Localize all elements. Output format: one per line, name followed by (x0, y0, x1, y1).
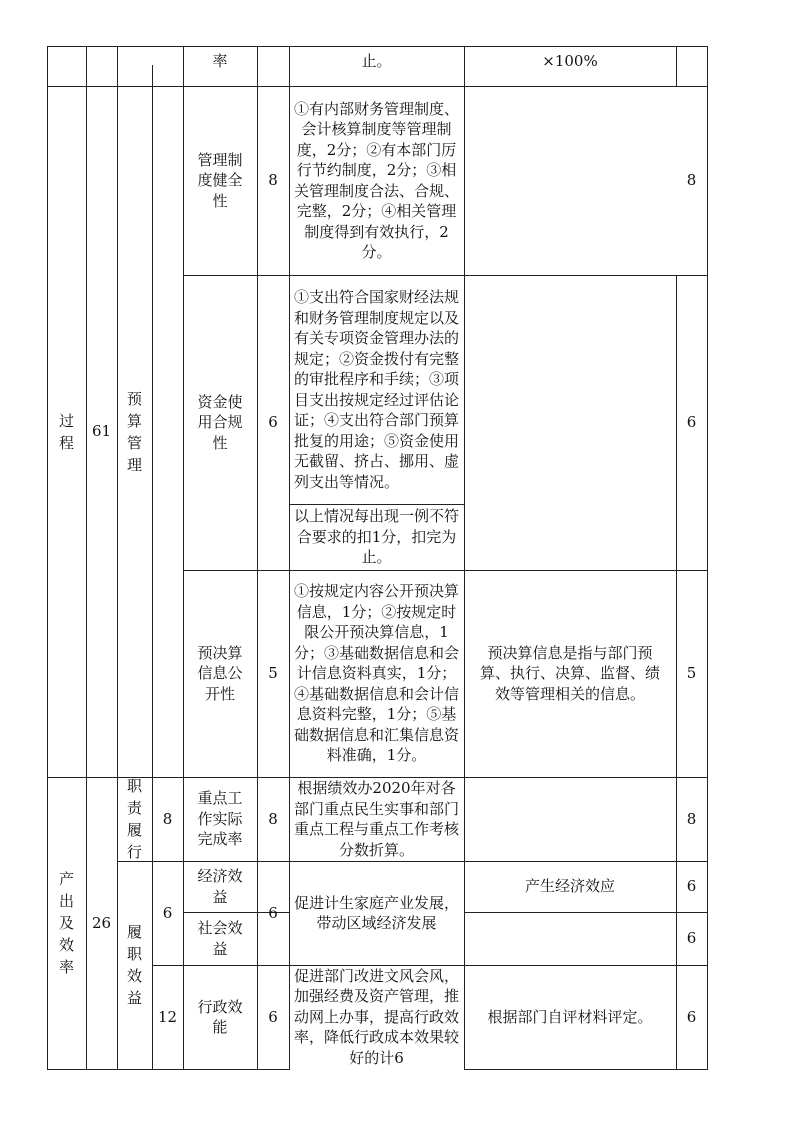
category-output-efficiency-score: 26 (91, 913, 112, 932)
subcategory-duty-performance-label: 职责履行 (127, 777, 143, 861)
indicator-name-text: 社会效益 (197, 919, 243, 958)
indicator-score: 6 (686, 1007, 697, 1026)
indicator-name (183, 570, 257, 777)
indicator-criteria: 促进部门改进文风会风，加强经费及资产管理，推动网上办事，提高行政效率，降低行政成本效果较好的计6 (294, 966, 460, 1067)
table-border-bottom (47, 1069, 290, 1070)
indicator-note: 根据部门自评材料评定。 (487, 1007, 653, 1026)
indicator-weight: 5 (268, 664, 278, 683)
indicator-score: 6 (686, 413, 697, 432)
indicator-name-text: 行政效能 (197, 997, 243, 1036)
category-process (47, 86, 86, 777)
indicator-name-fragment: 率 (212, 51, 228, 70)
indicator-criteria: 促进计生家庭产业发展，带动区域经济发展 (294, 893, 460, 932)
category-output-efficiency (47, 777, 86, 1069)
indicator-score: 8 (686, 171, 697, 190)
subcategory-duty-performance (117, 777, 152, 861)
indicator-name-text: 预决算信息公开性 (197, 643, 243, 703)
indicator-weight: 6 (268, 413, 278, 432)
indicator-name-text: 资金使用合规性 (197, 392, 243, 452)
indicator-score: 6 (686, 877, 697, 896)
subcategory-benefit-score: 12 (157, 1007, 178, 1026)
indicator-weight: 8 (268, 809, 278, 828)
indicator-criteria: 根据绩效办2020年对各部门重点民生实事和部门重点工程与重点工作考核分数折算。 (294, 779, 460, 859)
indicator-criteria: ①按规定内容公开预决算信息，1分；②按规定时限公开预决算信息，1分；③基础数据信息和会计信息资料真实，1分；④基础数据信息和会计信息资料完整，1分；⑤基础数据信息和汇集信息资料准确，1分。 (294, 582, 460, 765)
subcategory-budget-management (117, 86, 152, 777)
indicator-name-text: 经济效益 (197, 867, 243, 906)
indicator-name (183, 275, 257, 570)
subcategory-duty-score: 8 (162, 809, 173, 828)
indicator-weight: 8 (268, 171, 278, 190)
category-output-efficiency-label: 产出及效率 (59, 870, 75, 976)
criteria-fragment: 止。 (361, 51, 392, 70)
subcategory-benefit-score: 6 (162, 903, 173, 922)
indicator-name-text: 管理制度健全性 (197, 150, 243, 210)
indicator-note: 预决算信息是指与部门预算、执行、决算、监督、绩效等管理相关的信息。 (479, 643, 660, 703)
indicator-note (464, 86, 676, 275)
indicator-name (183, 965, 257, 1069)
indicator-note (464, 912, 676, 965)
indicator-weight: 6 (268, 1007, 278, 1026)
indicator-criteria: ①有内部财务管理制度、会计核算制度等管理制度，2分；②有本部门厉行节约制度，2分；③相关管理制度合法、合规、完整，2分；④相关管理制度得到有效执行，2分。 (294, 99, 460, 261)
indicator-name (183, 86, 257, 275)
category-process-label: 过程 (59, 411, 75, 452)
indicator-note: 产生经济效应 (524, 877, 615, 896)
col-divider (676, 46, 677, 86)
indicator-deduction-rule: 以上情况每出现一例不符合要求的扣1分，扣完为止。 (294, 507, 460, 567)
indicator-name (183, 861, 257, 912)
subcategory-performance-benefit (117, 861, 152, 1069)
table-border-right (707, 46, 708, 1070)
indicator-name-text: 重点工作实际完成率 (197, 789, 243, 849)
indicator-score: 5 (686, 664, 697, 683)
subcategory-performance-benefit-label: 履职效益 (127, 923, 143, 1007)
indicator-name (183, 777, 257, 861)
indicator-criteria: ①支出符合国家财经法规和财务管理制度规定以及有关专项资金管理办法的规定；②资金拨付有完整的审批程序和手续；③项目支出按规定经过评估论证；④支出符合部门预算批复的用途；⑤资金使用无截留、挤占、挪用、虚列支出等情况。 (294, 288, 460, 491)
category-process-score: 61 (91, 422, 112, 441)
subcategory-budget-management-label: 预算管理 (127, 389, 143, 474)
table-border-bottom (464, 1069, 707, 1070)
indicator-weight: 6 (268, 903, 278, 922)
formula-fragment: ×100% (542, 51, 598, 70)
indicator-name (183, 912, 257, 965)
indicator-score: 6 (686, 929, 697, 948)
indicator-note (464, 275, 676, 570)
indicator-score: 8 (686, 809, 697, 828)
